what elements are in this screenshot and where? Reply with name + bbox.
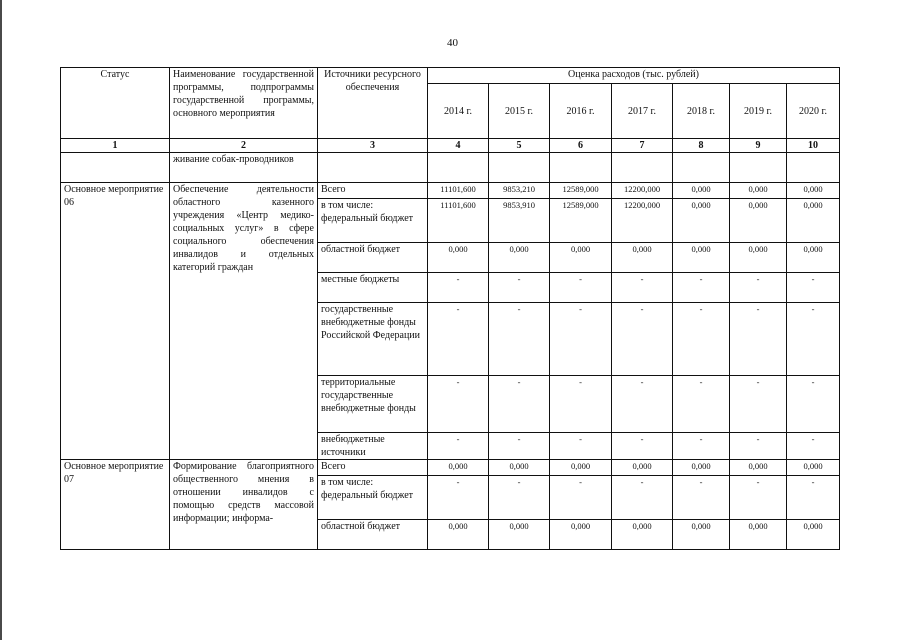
cost-value: - bbox=[428, 376, 489, 433]
cost-value: - bbox=[550, 476, 612, 520]
cost-value: - bbox=[673, 303, 730, 376]
cost-value: - bbox=[428, 476, 489, 520]
cost-value: - bbox=[612, 433, 673, 460]
cost-value: 0,000 bbox=[612, 520, 673, 550]
header-year: 2016 г. bbox=[550, 84, 612, 139]
cost-value: 0,000 bbox=[730, 183, 787, 199]
cost-value: 0,000 bbox=[673, 183, 730, 199]
cost-value: 0,000 bbox=[787, 243, 840, 273]
measure-status: Основное мероприятие 07 bbox=[61, 460, 170, 550]
cost-value: 0,000 bbox=[673, 199, 730, 243]
cost-value: - bbox=[612, 376, 673, 433]
cost-value: 0,000 bbox=[550, 520, 612, 550]
empty-cell bbox=[428, 153, 489, 183]
cost-value: 0,000 bbox=[550, 460, 612, 476]
cost-value: - bbox=[550, 376, 612, 433]
cost-value: - bbox=[673, 273, 730, 303]
cost-value: 12589,000 bbox=[550, 199, 612, 243]
cost-value: - bbox=[428, 273, 489, 303]
cost-value: - bbox=[550, 433, 612, 460]
cost-value: - bbox=[787, 433, 840, 460]
header-year: 2019 г. bbox=[730, 84, 787, 139]
funding-source: местные бюджеты bbox=[318, 273, 428, 303]
cost-value: - bbox=[673, 376, 730, 433]
funding-source: внебюджетные источники bbox=[318, 433, 428, 460]
scan-edge-border bbox=[0, 0, 2, 640]
column-number: 2 bbox=[170, 139, 318, 153]
cost-value: 9853,910 bbox=[489, 199, 550, 243]
header-name: Наименование государственной программы, подпрограммы государственной программы, основного мероприятия bbox=[170, 68, 318, 139]
empty-cell bbox=[673, 153, 730, 183]
cost-value: - bbox=[428, 433, 489, 460]
cost-value: 0,000 bbox=[787, 520, 840, 550]
empty-cell bbox=[787, 153, 840, 183]
column-number: 4 bbox=[428, 139, 489, 153]
table-row bbox=[61, 183, 840, 199]
cost-value: - bbox=[612, 476, 673, 520]
column-number: 3 bbox=[318, 139, 428, 153]
cost-value: 9853,210 bbox=[489, 183, 550, 199]
column-number: 8 bbox=[673, 139, 730, 153]
cost-value: - bbox=[612, 303, 673, 376]
cost-value: - bbox=[428, 303, 489, 376]
funding-source: государственные внебюджетные фонды Российской Федерации bbox=[318, 303, 428, 376]
funding-source: Всего bbox=[318, 460, 428, 476]
cost-value: 0,000 bbox=[673, 520, 730, 550]
cost-value: - bbox=[787, 476, 840, 520]
continuation-source bbox=[318, 153, 428, 183]
measure-status: Основное мероприятие 06 bbox=[61, 183, 170, 460]
cost-value: 0,000 bbox=[428, 243, 489, 273]
cost-value: 0,000 bbox=[612, 460, 673, 476]
cost-value: - bbox=[787, 303, 840, 376]
column-number: 5 bbox=[489, 139, 550, 153]
empty-cell bbox=[612, 153, 673, 183]
header-sources: Источники ресурсного обеспечения bbox=[318, 68, 428, 139]
cost-value: 0,000 bbox=[428, 460, 489, 476]
header-year: 2015 г. bbox=[489, 84, 550, 139]
cost-value: 0,000 bbox=[673, 243, 730, 273]
header-status: Статус bbox=[61, 68, 170, 139]
funding-source: в том числе: федеральный бюджет bbox=[318, 476, 428, 520]
cost-value: - bbox=[730, 376, 787, 433]
column-numbers-row bbox=[61, 139, 840, 153]
funding-source: областной бюджет bbox=[318, 243, 428, 273]
funding-source: территориальные государственные внебюджетные фонды bbox=[318, 376, 428, 433]
funding-source: областной бюджет bbox=[318, 520, 428, 550]
cost-value: 0,000 bbox=[612, 243, 673, 273]
empty-cell bbox=[730, 153, 787, 183]
cost-value: - bbox=[787, 376, 840, 433]
cost-value: 12200,000 bbox=[612, 183, 673, 199]
cost-value: - bbox=[489, 273, 550, 303]
budget-table bbox=[60, 67, 840, 550]
cost-value: 0,000 bbox=[787, 460, 840, 476]
cost-value: - bbox=[730, 273, 787, 303]
cost-value: - bbox=[550, 303, 612, 376]
cost-value: - bbox=[612, 273, 673, 303]
header-year: 2014 г. bbox=[428, 84, 489, 139]
empty-cell bbox=[489, 153, 550, 183]
header-year: 2020 г. bbox=[787, 84, 840, 139]
measure-name: Обеспечение деятельности областного казенного учреждения «Центр медико-социальных услуг» в сфере социального обеспечения инвалидов и отдельных категорий граждан bbox=[170, 183, 318, 460]
cost-value: 0,000 bbox=[730, 460, 787, 476]
cost-value: 0,000 bbox=[550, 243, 612, 273]
cost-value: 0,000 bbox=[673, 460, 730, 476]
cost-value: - bbox=[730, 476, 787, 520]
cost-value: - bbox=[489, 376, 550, 433]
cost-value: 12200,000 bbox=[612, 199, 673, 243]
header-year: 2017 г. bbox=[612, 84, 673, 139]
cost-value: 11101,600 bbox=[428, 183, 489, 199]
table-row bbox=[61, 460, 840, 476]
cost-value: 0,000 bbox=[428, 520, 489, 550]
cost-value: 0,000 bbox=[730, 243, 787, 273]
cost-value: - bbox=[730, 433, 787, 460]
header-costs: Оценка расходов (тыс. рублей) bbox=[428, 68, 840, 84]
cost-value: 0,000 bbox=[787, 199, 840, 243]
cost-value: - bbox=[489, 476, 550, 520]
continuation-status bbox=[61, 153, 170, 183]
cost-value: - bbox=[489, 433, 550, 460]
column-number: 6 bbox=[550, 139, 612, 153]
column-number: 1 bbox=[61, 139, 170, 153]
cost-value: 0,000 bbox=[489, 460, 550, 476]
column-number: 10 bbox=[787, 139, 840, 153]
header-year: 2018 г. bbox=[673, 84, 730, 139]
page-number: 40 bbox=[447, 37, 458, 49]
cost-value: 0,000 bbox=[730, 199, 787, 243]
cost-value: - bbox=[550, 273, 612, 303]
cost-value: - bbox=[730, 303, 787, 376]
cost-value: 12589,000 bbox=[550, 183, 612, 199]
measure-name: Формирование благоприятного общественного мнения в отношении инвалидов с помощью средств массовой информации; информа- bbox=[170, 460, 318, 550]
column-number: 7 bbox=[612, 139, 673, 153]
continuation-row bbox=[61, 153, 840, 183]
empty-cell bbox=[550, 153, 612, 183]
cost-value: 11101,600 bbox=[428, 199, 489, 243]
continuation-name: живание собак-проводников bbox=[170, 153, 318, 183]
cost-value: 0,000 bbox=[489, 243, 550, 273]
cost-value: - bbox=[673, 433, 730, 460]
cost-value: - bbox=[489, 303, 550, 376]
cost-value: 0,000 bbox=[730, 520, 787, 550]
funding-source: Всего bbox=[318, 183, 428, 199]
cost-value: - bbox=[673, 476, 730, 520]
funding-source: в том числе: федеральный бюджет bbox=[318, 199, 428, 243]
cost-value: - bbox=[787, 273, 840, 303]
cost-value: 0,000 bbox=[489, 520, 550, 550]
column-number: 9 bbox=[730, 139, 787, 153]
cost-value: 0,000 bbox=[787, 183, 840, 199]
